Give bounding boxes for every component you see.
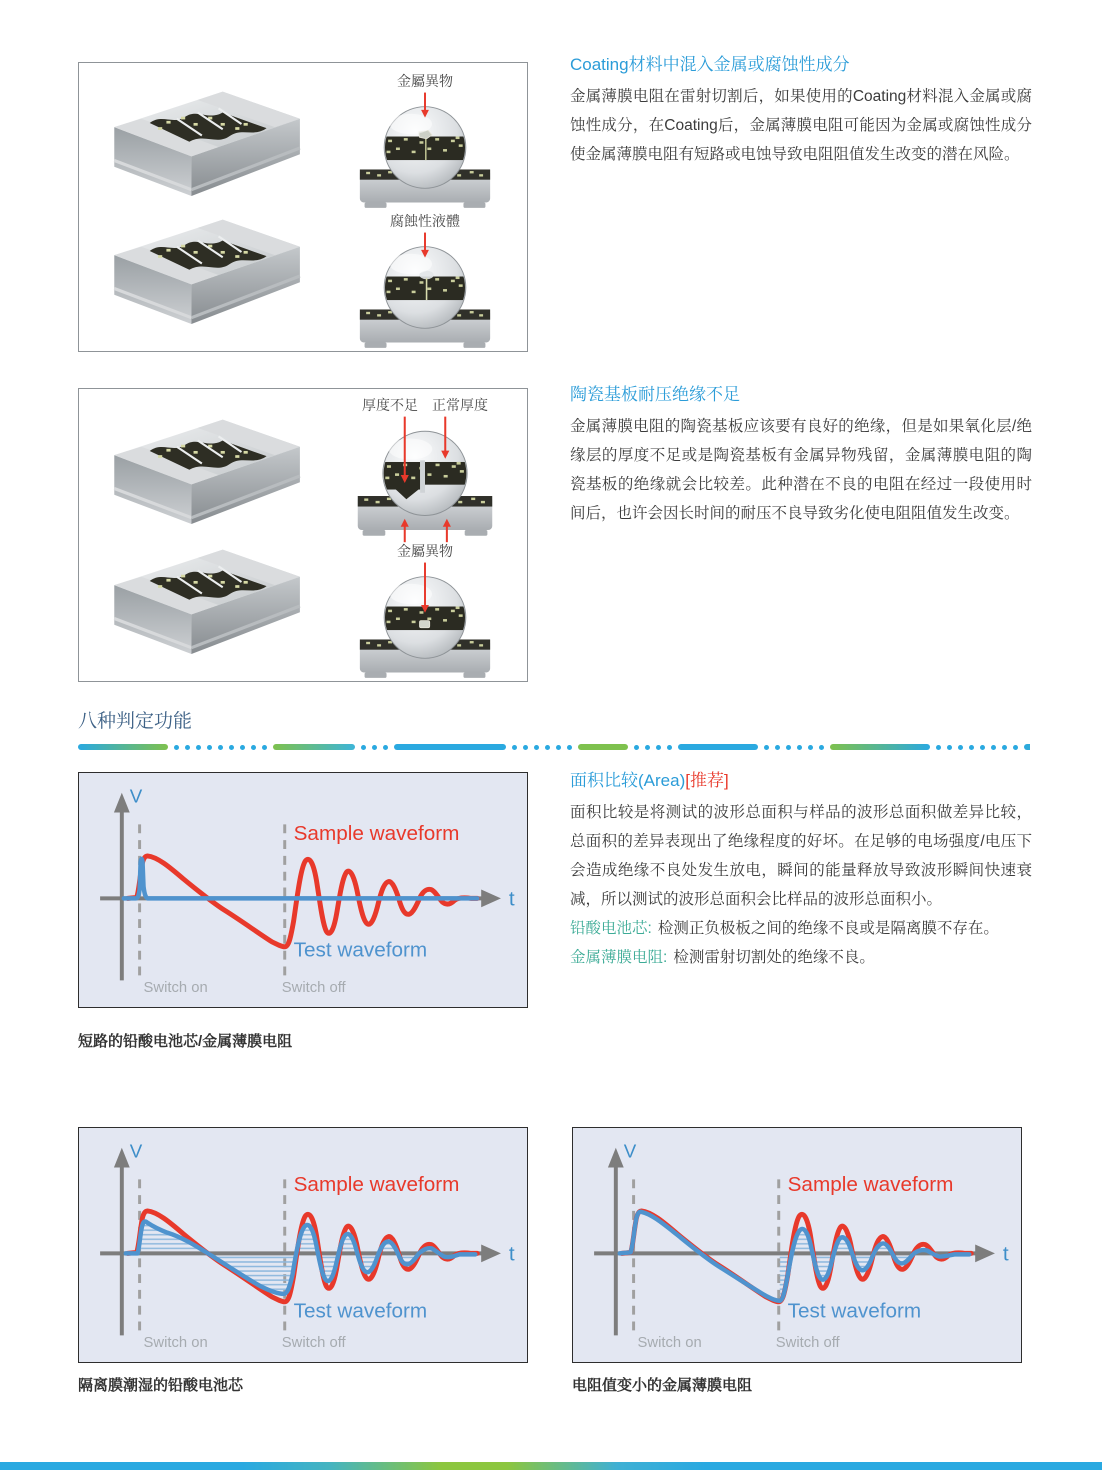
note-lead-acid-label: 铅酸电池芯:: [570, 920, 652, 937]
ceramic-figure-panel: [78, 388, 528, 682]
figure-label-normal: 正常厚度: [432, 397, 488, 413]
divider-dot: [980, 745, 985, 750]
divider-dot: [775, 745, 780, 750]
t-axis-label: t: [508, 887, 515, 911]
divider-dot: [207, 745, 212, 750]
divider-dash: [830, 744, 930, 750]
magnifier-figure-metal-substrate: [347, 541, 503, 690]
divider-dot: [786, 745, 791, 750]
v-axis-label: V: [623, 1140, 637, 1162]
sample-waveform-path: [128, 1211, 478, 1302]
chip-resistor-illustration-1: [85, 75, 325, 221]
switch-off-label: Switch off: [281, 980, 346, 997]
test-waveform-label: Test waveform: [293, 938, 428, 962]
switch-on-label: Switch on: [637, 1335, 702, 1352]
divider-dot: [196, 745, 201, 750]
divider-dot: [545, 745, 550, 750]
section-divider: [78, 744, 1030, 750]
divider-dot: [819, 745, 824, 750]
figure-label-metal-foreign-2: 金屬異物: [397, 543, 453, 559]
divider-dot: [534, 745, 539, 750]
switch-off-label: Switch off: [775, 1335, 840, 1352]
divider-dot: [656, 745, 661, 750]
figure-label-corrosive: 腐蝕性液體: [390, 213, 460, 229]
area-recommended-tag: [推荐]: [685, 771, 729, 790]
divider-dot: [361, 745, 366, 750]
magnified-cross-section: [347, 561, 503, 685]
switch-off-label: Switch off: [281, 1335, 346, 1352]
magnified-cross-section: [347, 231, 503, 355]
divider-dot: [174, 745, 179, 750]
note-lead-acid: [570, 914, 1032, 943]
divider-dot: [991, 745, 996, 750]
divider-dot: [185, 745, 190, 750]
section-heading-judgement: 八种判定功能: [78, 711, 193, 732]
figure-label-metal-foreign: 金屬異物: [397, 73, 453, 89]
t-axis-arrow-icon: [481, 1245, 501, 1263]
v-axis-label: V: [129, 1140, 143, 1162]
caption-damp: 隔离膜潮湿的铅酸电池芯: [78, 1377, 244, 1394]
area-body: 面积比较是将测试的波形总面积与样品的波形总面积做差异比较，总面积的差异表现出了绝缘程度的好坏。在足够的电场强度/电压下会造成绝缘不良处发生放电，瞬间的能量释放导致波形瞬间快速衰减，所以测试的波形总面积会比样品的波形总面积小。: [570, 804, 1032, 908]
magnifier-figure-thickness: [341, 395, 509, 548]
divider-dot: [229, 745, 234, 750]
ceramic-text-block: [570, 382, 1032, 528]
magnifier-figure-metal: [347, 71, 503, 220]
note-metal-film-text: 检测雷射切割处的绝缘不良。: [673, 949, 875, 966]
chip-resistor-illustration-4: [85, 533, 325, 679]
t-axis-arrow-icon: [481, 890, 501, 908]
divider-dot: [808, 745, 813, 750]
t-axis-arrow-icon: [975, 1245, 995, 1263]
waveform-chart-damp: [78, 1127, 528, 1363]
divider-dash: [394, 744, 506, 750]
divider-dot: [645, 745, 650, 750]
test-waveform-label: Test waveform: [293, 1299, 428, 1323]
v-axis-arrow-icon: [608, 1148, 624, 1168]
test-area-hatch: [138, 1221, 472, 1293]
area-text-block: [570, 766, 1032, 972]
v-axis-arrow-icon: [114, 1148, 130, 1168]
sample-waveform-label: Sample waveform: [293, 1173, 460, 1197]
divider-dot: [1002, 745, 1007, 750]
sample-waveform-label: Sample waveform: [787, 1173, 954, 1197]
note-metal-film: [570, 943, 1032, 972]
magnified-cross-section: [347, 91, 503, 215]
chip-resistor-illustration-3: [85, 403, 325, 549]
divider-dot: [764, 745, 769, 750]
coating-text-block: [570, 52, 1032, 169]
divider-dot: [969, 745, 974, 750]
divider-dot: [383, 745, 388, 750]
caption-shorted: 短路的铅酸电池芯/金属薄膜电阻: [78, 1033, 293, 1050]
divider-dash: [1024, 744, 1030, 750]
divider-dash: [578, 744, 628, 750]
divider-dot: [936, 745, 941, 750]
divider-dot: [667, 745, 672, 750]
coating-heading: Coating材料中混入金属或腐蚀性成分: [570, 55, 850, 74]
divider-dot: [251, 745, 256, 750]
ceramic-body: 金属薄膜电阻的陶瓷基板应该要有良好的绝缘，但是如果氧化层/绝缘层的厚度不足或是陶瓷基板有金属异物残留，金属薄膜电阻的陶瓷基板的绝缘就会比较差。此种潜在不良的电阻在经过一段使用时间后，也许会因长时间的耐压不良导致劣化使电阻阻值发生改变。: [570, 418, 1032, 522]
divider-dash: [678, 744, 758, 750]
coating-figure-panel: [78, 62, 528, 352]
divider-dot: [958, 745, 963, 750]
divider-dash: [78, 744, 168, 750]
sample-waveform-path: [128, 856, 478, 947]
figure-label-thin: 厚度不足: [362, 397, 418, 413]
divider-dot: [567, 745, 572, 750]
area-heading: 面积比较(Area): [570, 771, 686, 790]
t-axis-label: t: [1002, 1242, 1009, 1266]
chip-resistor-illustration-2: [85, 203, 325, 349]
test-waveform-label: Test waveform: [787, 1299, 922, 1323]
sample-waveform-label: Sample waveform: [293, 822, 460, 846]
caption-resistance: 电阻值变小的金属薄膜电阻: [572, 1377, 753, 1394]
divider-dot: [556, 745, 561, 750]
magnifier-figure-corrosive: [347, 211, 503, 360]
divider-dot: [240, 745, 245, 750]
divider-dash: [273, 744, 355, 750]
note-lead-acid-text: 检测正负极板之间的绝缘不良或是隔离膜不存在。: [657, 920, 999, 937]
waveform-chart-resistance: [572, 1127, 1022, 1363]
v-axis-label: V: [129, 785, 143, 807]
divider-dot: [512, 745, 517, 750]
t-axis-label: t: [508, 1242, 515, 1266]
note-metal-film-label: 金属薄膜电阻:: [570, 949, 668, 966]
divider-dot: [218, 745, 223, 750]
coating-body: 金属薄膜电阻在雷射切割后，如果使用的Coating材料混入金属或腐蚀性成分，在Coating后，金属薄膜电阻可能因为金属或腐蚀性成分使金属薄膜电阻有短路或电蚀导致电阻阻值发生改变的潜在风险。: [570, 88, 1032, 163]
sample-waveform-path: [622, 1211, 972, 1302]
divider-dot: [523, 745, 528, 750]
switch-on-label: Switch on: [143, 1335, 208, 1352]
divider-dot: [634, 745, 639, 750]
divider-dot: [947, 745, 952, 750]
switch-on-label: Switch on: [143, 980, 208, 997]
divider-dot: [262, 745, 267, 750]
v-axis-arrow-icon: [114, 793, 130, 813]
footer-gradient-bar: [0, 1462, 1102, 1470]
figure-labels-thickness: [341, 395, 509, 415]
ceramic-heading: 陶瓷基板耐压绝缘不足: [570, 385, 740, 404]
waveform-chart-shorted: [78, 772, 528, 1008]
divider-dot: [797, 745, 802, 750]
divider-dot: [372, 745, 377, 750]
divider-dot: [1013, 745, 1018, 750]
magnified-cross-section: [347, 415, 503, 543]
